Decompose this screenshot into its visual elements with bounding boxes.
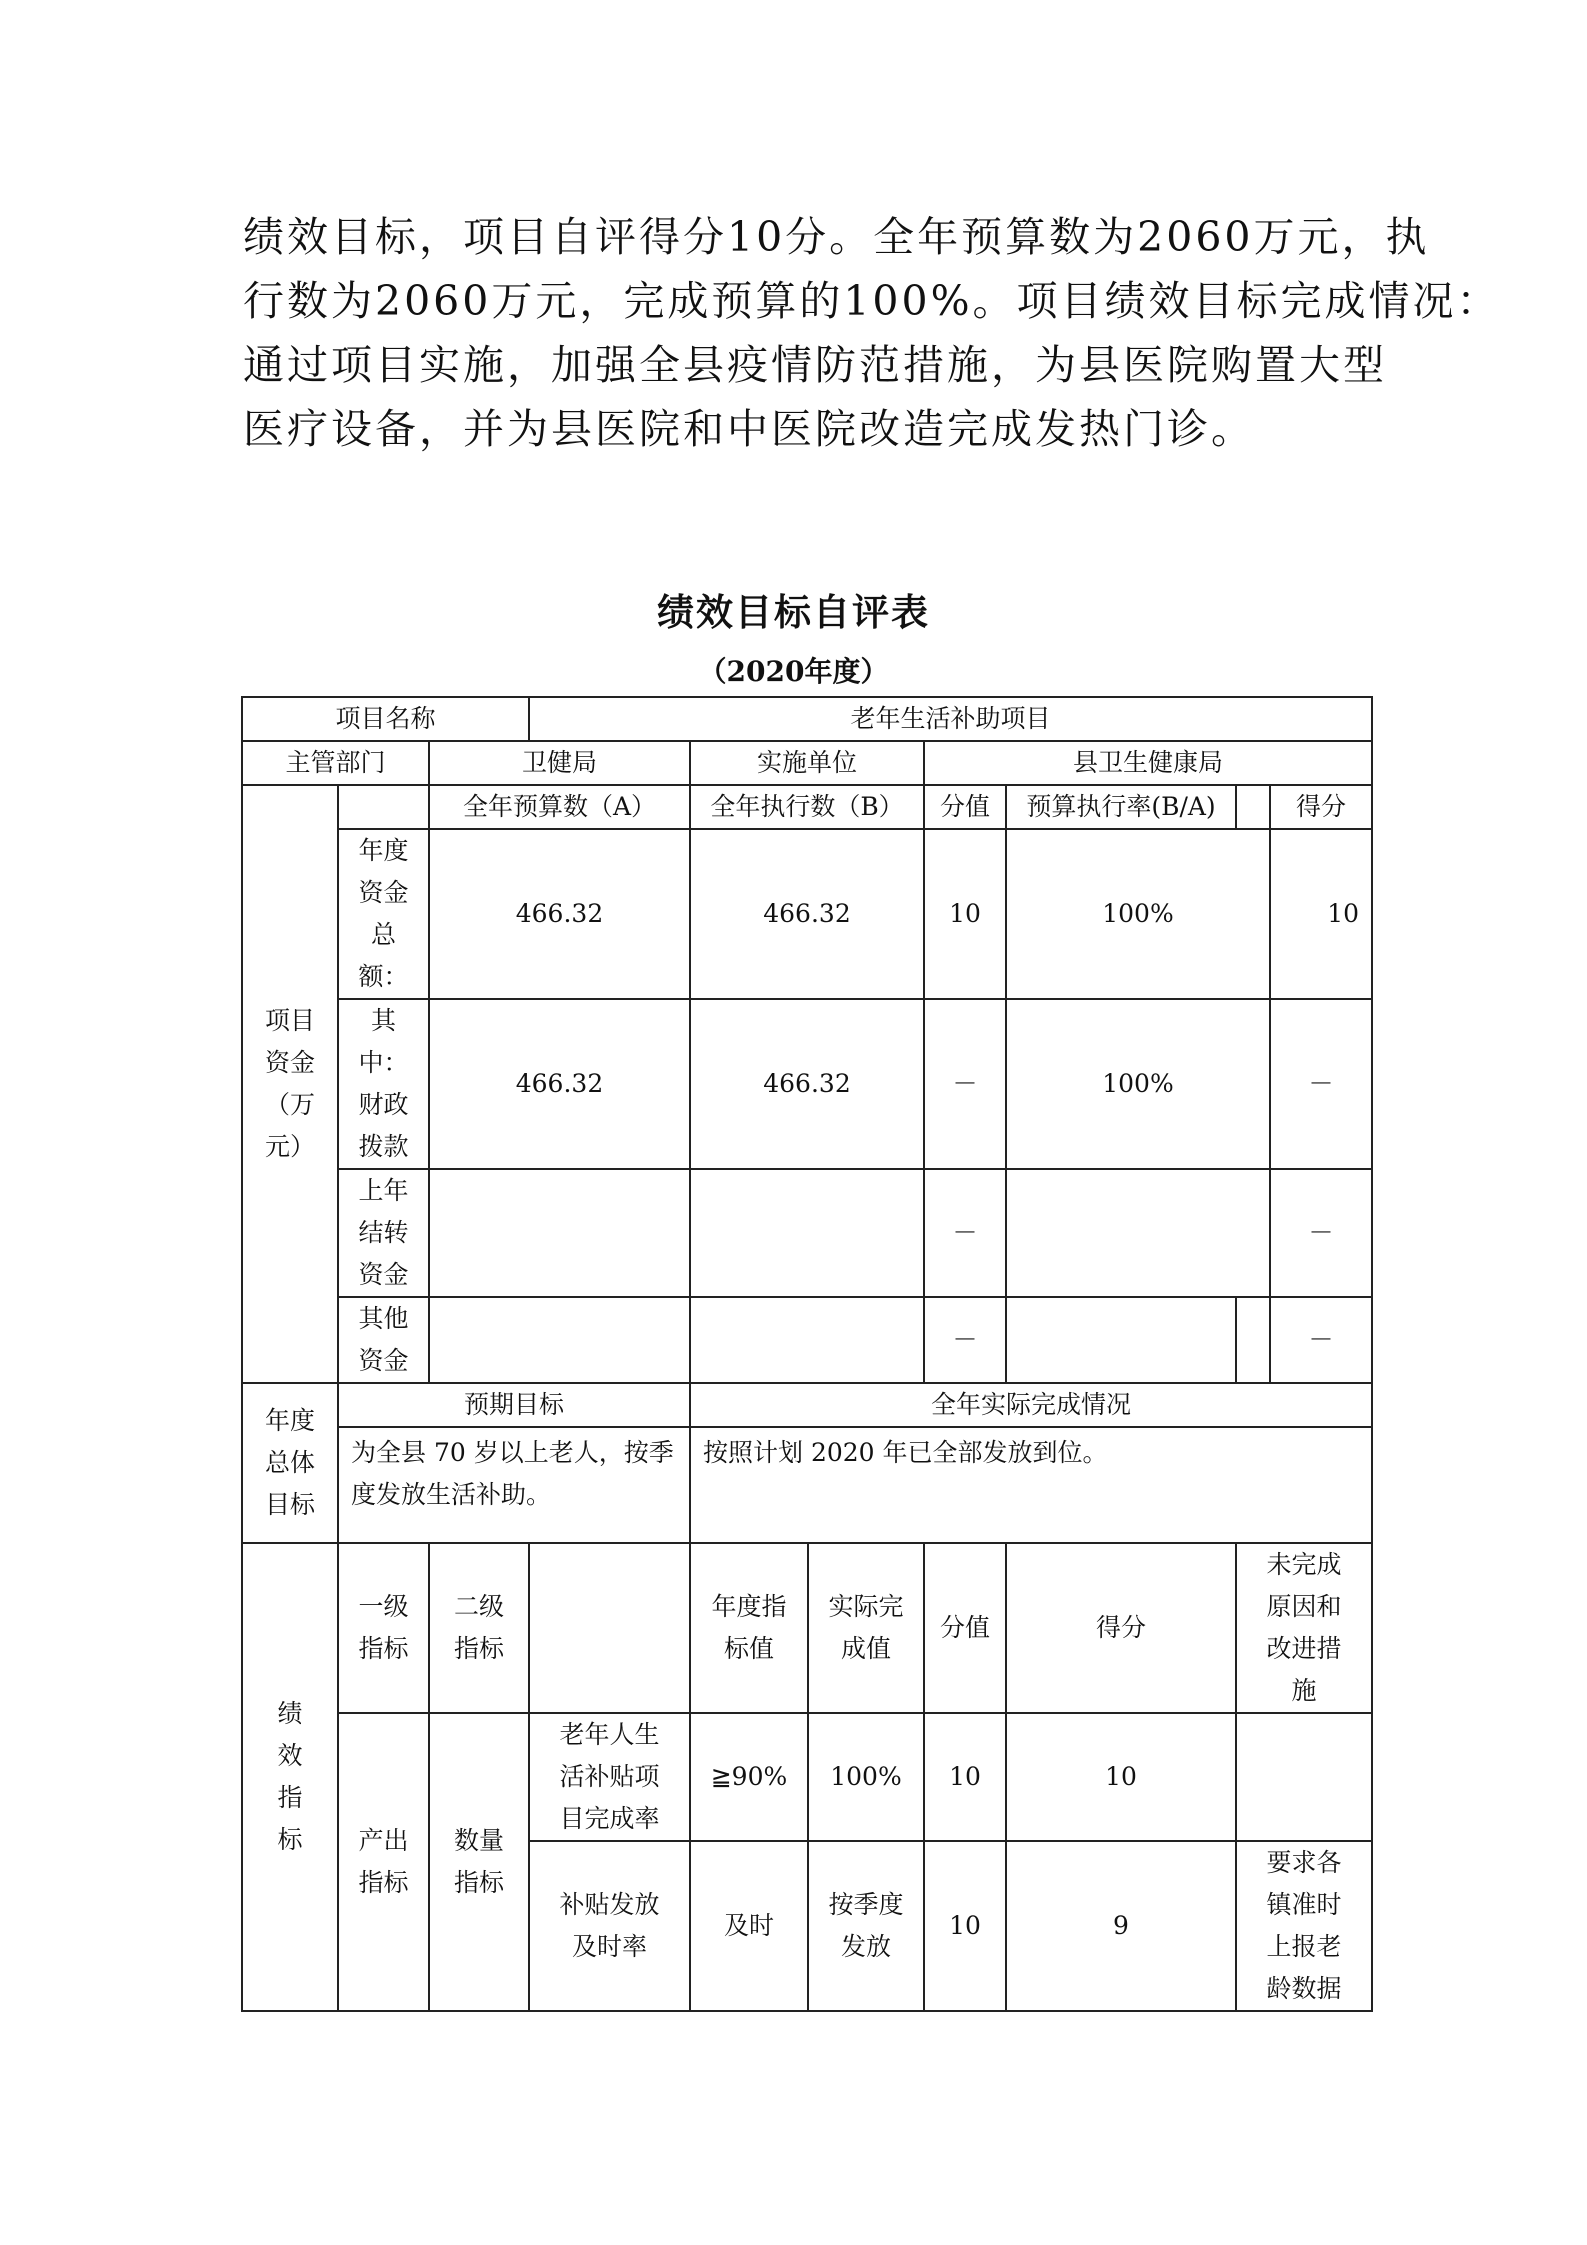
indicator-actual: 按季度 发放: [808, 1841, 924, 2011]
indicator-target: 及时: [690, 1841, 808, 2011]
indicator-actual: 100%: [808, 1713, 924, 1841]
evaluation-table: [241, 696, 1373, 2012]
budget-value: 466.32: [429, 829, 690, 999]
score-header: 得分: [1006, 1543, 1236, 1713]
impl-value: 县卫生健康局: [924, 741, 1372, 785]
level2-header: 二级 指标: [429, 1543, 529, 1713]
indicator-value: 10: [924, 1713, 1006, 1841]
expected-goal: 为全县 70 岁以上老人，按季度发放生活补助。: [338, 1427, 690, 1543]
score: 10: [1270, 829, 1372, 999]
col-exec-header: 全年执行数（B）: [690, 785, 924, 829]
empty-cell: [529, 1543, 690, 1713]
output-label: 产出 指标: [338, 1713, 429, 2011]
body-paragraph: [243, 205, 1501, 461]
col-value-header: 分值: [924, 785, 1006, 829]
score: －: [1270, 999, 1372, 1169]
table-subtitle: （2020年度）: [698, 655, 889, 688]
indicator-name: 补贴发放 及时率: [529, 1841, 690, 2011]
score-value: －: [924, 1297, 1006, 1383]
row-label: 其 中： 财政 拨款: [338, 999, 429, 1169]
expected-goal-header: 预期目标: [338, 1383, 690, 1427]
annual-target-header: 年度指 标值: [690, 1543, 808, 1713]
table-row: [242, 785, 1372, 829]
empty-cell: [338, 785, 429, 829]
reason-header: 未完成 原因和 改进措 施: [1236, 1543, 1372, 1713]
table-row: [242, 1383, 1372, 1427]
table-title: 绩效目标自评表: [657, 590, 930, 634]
paragraph-line: 行数为2060万元，完成预算的100%。项目绩效目标完成情况：: [243, 277, 1501, 325]
actual-result: 按照计划 2020 年已全部发放到位。: [690, 1427, 1372, 1543]
actual-value-header: 实际完 成值: [808, 1543, 924, 1713]
empty-cell: [1236, 785, 1270, 829]
indicator-score: 10: [1006, 1713, 1236, 1841]
exec-value: [690, 1169, 924, 1297]
score: －: [1270, 1169, 1372, 1297]
col-budget-header: 全年预算数（A）: [429, 785, 690, 829]
col-score-header: 得分: [1270, 785, 1372, 829]
paragraph-line: 医疗设备，并为县医院和中医院改造完成发热门诊。: [243, 405, 1255, 453]
score-value: －: [924, 999, 1006, 1169]
table-row: [242, 1297, 1372, 1383]
perf-label: 绩 效 指 标: [242, 1543, 338, 2011]
table-row: [242, 1427, 1372, 1543]
col-rate-header: 预算执行率(B/A): [1006, 785, 1236, 829]
indicator-name: 老年人生 活补贴项 目完成率: [529, 1713, 690, 1841]
indicator-reason: [1236, 1713, 1372, 1841]
score: －: [1270, 1297, 1372, 1383]
actual-result-header: 全年实际完成情况: [690, 1383, 1372, 1427]
row-label: 上年 结转 资金: [338, 1169, 429, 1297]
rate-value: 100%: [1006, 999, 1270, 1169]
exec-value: 466.32: [690, 999, 924, 1169]
dept-value: 卫健局: [429, 741, 690, 785]
budget-value: [429, 1297, 690, 1383]
table-row: [242, 999, 1372, 1169]
indicator-value: 10: [924, 1841, 1006, 2011]
table-row: [242, 741, 1372, 785]
budget-value: [429, 1169, 690, 1297]
project-name-label: 项目名称: [242, 697, 529, 741]
impl-label: 实施单位: [690, 741, 924, 785]
project-name-value: 老年生活补助项目: [529, 697, 1372, 741]
dept-label: 主管部门: [242, 741, 429, 785]
exec-value: 466.32: [690, 829, 924, 999]
budget-value: 466.32: [429, 999, 690, 1169]
paragraph-line: 通过项目实施，加强全县疫情防范措施，为县医院购置大型: [243, 341, 1387, 389]
rate-value: 100%: [1006, 829, 1270, 999]
table-row: [242, 1713, 1372, 1841]
quantity-label: 数量 指标: [429, 1713, 529, 2011]
rate-value: [1006, 1297, 1236, 1383]
score-value: －: [924, 1169, 1006, 1297]
table-row: [242, 1543, 1372, 1713]
table-row: [242, 829, 1372, 999]
paragraph-line: 绩效目标，项目自评得分10分。全年预算数为2060万元，执: [243, 213, 1430, 261]
goal-label: 年度 总体 目标: [242, 1383, 338, 1543]
row-label: 其他 资金: [338, 1297, 429, 1383]
indicator-reason: 要求各 镇准时 上报老 龄数据: [1236, 1841, 1372, 2011]
rate-value: [1006, 1169, 1270, 1297]
score-value: 10: [924, 829, 1006, 999]
table-row: [242, 697, 1372, 741]
indicator-target: ≧90%: [690, 1713, 808, 1841]
indicator-score: 9: [1006, 1841, 1236, 2011]
exec-value: [690, 1297, 924, 1383]
level1-header: 一级 指标: [338, 1543, 429, 1713]
table-row: [242, 1169, 1372, 1297]
row-label: 年度 资金 总 额：: [338, 829, 429, 999]
funds-label: 项目 资金 （万 元）: [242, 785, 338, 1383]
empty-cell: [1236, 1297, 1270, 1383]
value-header: 分值: [924, 1543, 1006, 1713]
